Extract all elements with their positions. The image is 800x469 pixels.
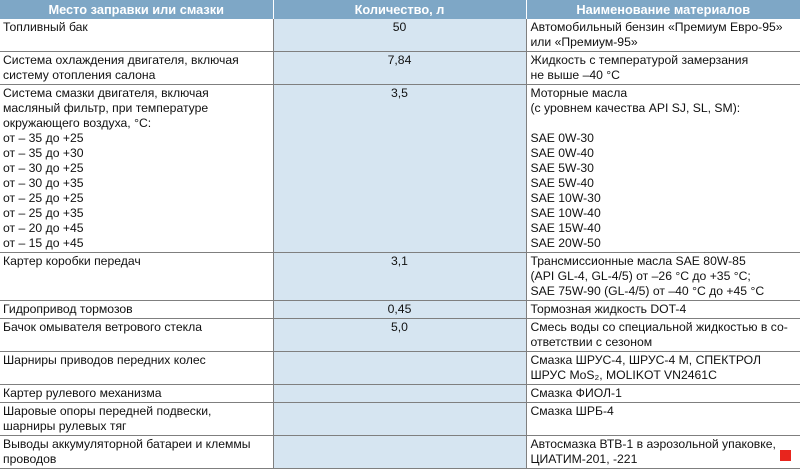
place-line: Выводы аккумуляторной батареи и клеммы xyxy=(3,437,251,451)
material-line: ЦИАТИМ-201, -221 xyxy=(530,452,638,466)
place-line: Топливный бак xyxy=(3,20,88,34)
place-line: Шарниры приводов передних колес xyxy=(3,353,206,367)
material-line: SAE 5W-40 xyxy=(530,176,594,190)
place-line: Гидропривод тормозов xyxy=(3,302,133,316)
table-row xyxy=(0,385,800,403)
material-cell xyxy=(526,19,800,52)
place-line: Бачок омывателя ветрового стекла xyxy=(3,320,203,334)
header-material: Наименование материалов xyxy=(526,0,800,19)
place-line: систему отопления салона xyxy=(3,68,156,82)
quantity-cell xyxy=(273,352,526,385)
material-line: SAE 75W-90 (GL-4/5) от –40 °С до +45 °С xyxy=(530,284,765,298)
table-row xyxy=(0,301,800,319)
material-line: SAE 0W-30 xyxy=(530,131,594,145)
place-cell xyxy=(0,52,273,85)
quantity-cell: 3,5 xyxy=(273,85,526,253)
place-line: масляный фильтр, при температуре xyxy=(3,101,209,115)
place-line: от – 20 до +45 xyxy=(3,221,84,235)
place-cell xyxy=(0,403,273,436)
place-line: Шаровые опоры передней подвески, xyxy=(3,404,212,418)
material-cell xyxy=(526,436,800,469)
material-line: Смесь воды со специальной жидкостью в со- xyxy=(530,320,788,334)
material-cell xyxy=(526,301,800,319)
place-line: Картер рулевого механизма xyxy=(3,386,162,400)
place-cell xyxy=(0,436,273,469)
material-line: Трансмиссионные масла SAE 80W-85 xyxy=(530,254,746,268)
material-line xyxy=(531,116,797,131)
material-line: Смазка ФИОЛ-1 xyxy=(530,386,622,400)
place-line: от – 15 до +45 xyxy=(3,236,84,250)
place-cell xyxy=(0,352,273,385)
place-line: шарниры рулевых тяг xyxy=(3,419,127,433)
material-line: или «Премиум-95» xyxy=(530,35,638,49)
material-cell xyxy=(526,385,800,403)
place-line: от – 30 до +25 xyxy=(3,161,84,175)
quantity-cell: 50 xyxy=(273,19,526,52)
table-row xyxy=(0,52,800,85)
material-line: SAE 5W-30 xyxy=(530,161,594,175)
place-cell xyxy=(0,301,273,319)
table-row xyxy=(0,19,800,52)
material-line: SAE 20W-50 xyxy=(530,236,601,250)
place-line: от – 35 до +25 xyxy=(3,131,84,145)
place-line: окружающего воздуха, °С: xyxy=(3,116,152,130)
place-cell xyxy=(0,19,273,52)
material-line: Моторные масла xyxy=(530,86,628,100)
material-line: SAE 15W-40 xyxy=(530,221,601,235)
material-line: SAE 10W-40 xyxy=(530,206,601,220)
place-line: от – 30 до +35 xyxy=(3,176,84,190)
quantity-cell: 0,45 xyxy=(273,301,526,319)
table-row xyxy=(0,85,800,253)
place-cell xyxy=(0,385,273,403)
place-cell xyxy=(0,253,273,301)
material-cell xyxy=(526,253,800,301)
material-cell xyxy=(526,85,800,253)
material-line: SAE 10W-30 xyxy=(530,191,601,205)
place-line: от – 25 до +35 xyxy=(3,206,84,220)
material-cell xyxy=(526,352,800,385)
table-header xyxy=(0,0,800,19)
place-line: проводов xyxy=(3,452,57,466)
place-line: от – 25 до +25 xyxy=(3,191,84,205)
place-line: Система смазки двигателя, включая xyxy=(3,86,209,100)
material-line: Смазка ШРУС-4, ШРУС-4 М, СПЕКТРОЛ xyxy=(530,353,762,367)
table-body xyxy=(0,19,800,469)
place-cell xyxy=(0,85,273,253)
material-line: SAE 0W-40 xyxy=(530,146,594,160)
material-line: Тормозная жидкость DOT-4 xyxy=(530,302,687,316)
material-line: (API GL-4, GL-4/5) от –26 °С до +35 °С; xyxy=(530,269,751,283)
table-row xyxy=(0,403,800,436)
quantity-cell xyxy=(273,403,526,436)
place-line: Картер коробки передач xyxy=(3,254,141,268)
place-line: от – 35 до +30 xyxy=(3,146,84,160)
header-quantity: Количество, л xyxy=(273,0,526,19)
table-row xyxy=(0,352,800,385)
material-line: (с уровнем качества API SJ, SL, SM): xyxy=(530,101,741,115)
table-row xyxy=(0,436,800,469)
quantity-cell: 3,1 xyxy=(273,253,526,301)
material-line: ответствии с сезоном xyxy=(530,335,653,349)
material-line: Жидкость с температурой замерзания xyxy=(530,53,749,67)
place-cell xyxy=(0,319,273,352)
quantity-cell xyxy=(273,436,526,469)
page-corner-marker xyxy=(780,450,791,461)
material-line: Смазка ШРБ-4 xyxy=(530,404,614,418)
material-line: не выше –40 °С xyxy=(530,68,620,82)
material-cell xyxy=(526,319,800,352)
material-cell xyxy=(526,403,800,436)
material-line: ШРУС MoS₂, MOLIKOT VN2461C xyxy=(530,368,717,382)
table-row xyxy=(0,253,800,301)
quantity-cell: 7,84 xyxy=(273,52,526,85)
quantity-cell xyxy=(273,385,526,403)
material-line: Автомобильный бензин «Премиум Евро-95» xyxy=(530,20,783,34)
material-line: Автосмазка ВТВ-1 в аэрозольной упаковке, xyxy=(530,437,776,451)
material-cell xyxy=(526,52,800,85)
place-line: Система охлаждения двигателя, включая xyxy=(3,53,239,67)
quantity-cell: 5,0 xyxy=(273,319,526,352)
table-row xyxy=(0,319,800,352)
header-place: Место заправки или смазки xyxy=(0,0,273,19)
